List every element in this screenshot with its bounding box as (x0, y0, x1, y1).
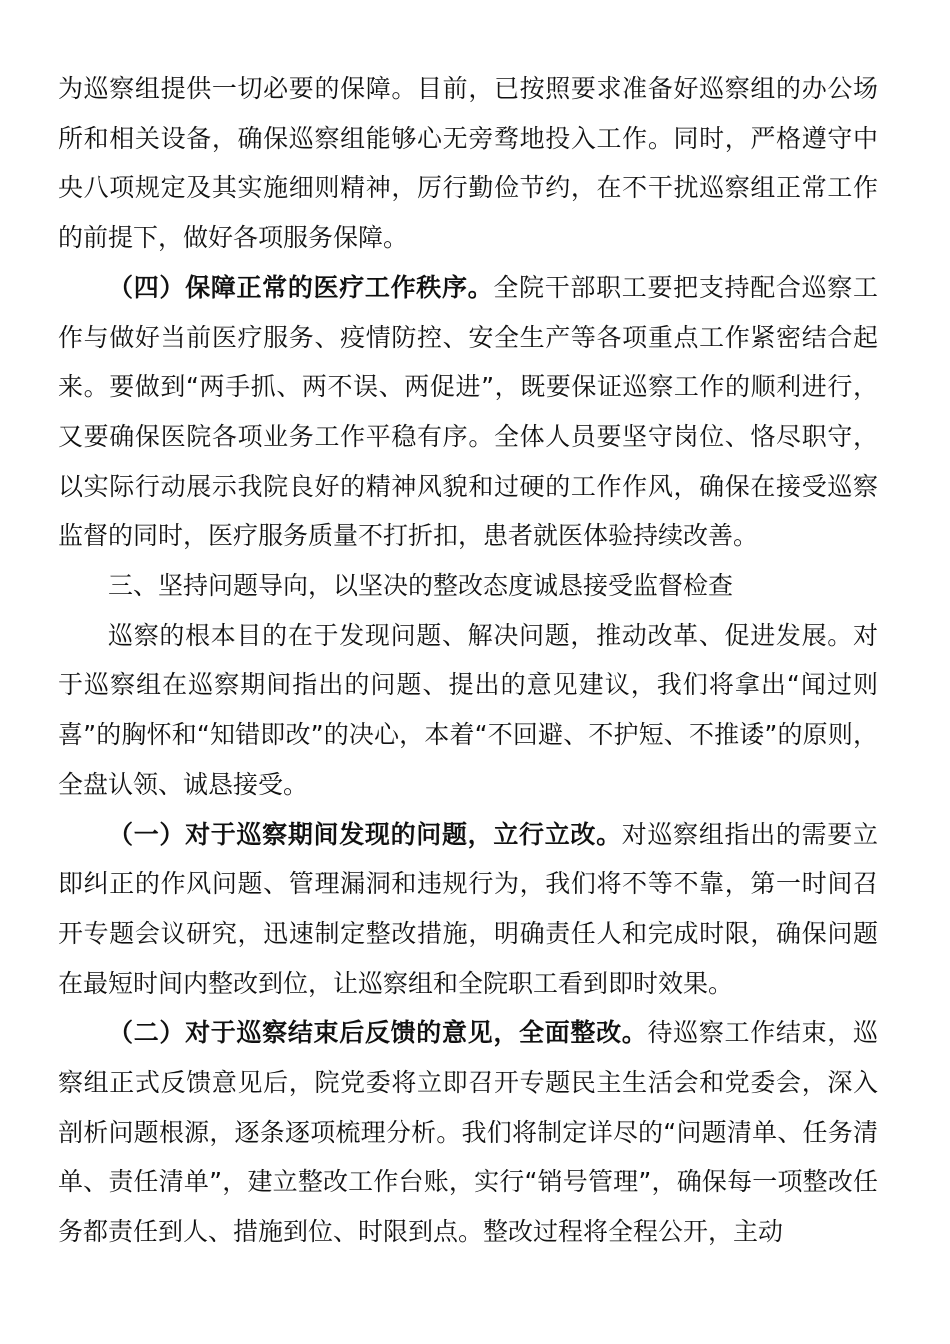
paragraph-continuation (58, 64, 878, 263)
paragraph-text: 为巡察组提供一切必要的保障。目前，已按照要求准备好巡察组的办公场所和相关设备，确保巡察组能够心无旁骛地投入工作。同时，严格遵守中央八项规定及其实施细则精神，厉行勤俭节约，在不干扰巡察组正常工作的前提下，做好各项服务保障。 (58, 74, 878, 253)
paragraph-heading: （一）对于巡察期间发现的问题，立行立改。 (108, 819, 622, 849)
section-heading-text: 三、坚持问题导向，以坚决的整改态度诚恳接受监督检查 (108, 571, 734, 601)
paragraph-item-1 (58, 810, 878, 1009)
paragraph-text: 对巡察组指出的需要立即纠正的作风问题、管理漏洞和违规行为，我们将不等不靠，第一时间召开专题会议研究，迅速制定整改措施，明确责任人和完成时限，确保问题在最短时间内整改到位，让巡察组和全院职工看到即时效果。 (58, 819, 878, 998)
paragraph-heading: （二）对于巡察结束后反馈的意见，全面整改。 (108, 1018, 648, 1048)
paragraph-item-2 (58, 1008, 878, 1257)
section-heading-3 (58, 561, 878, 611)
paragraph-text: 全院干部职工要把支持配合巡察工作与做好当前医疗服务、疫情防控、安全生产等各项重点工作紧密结合起来。要做到“两手抓、两不误、两促进”，既要保证巡察工作的顺利进行，又要确保医院各项业务工作平稳有序。全体人员要坚守岗位、恪尽职守，以实际行动展示我院良好的精神风貌和过硬的工作作风，确保在接受巡察监督的同时，医疗服务质量不打折扣，患者就医体验持续改善。 (58, 272, 878, 551)
paragraph-heading: （四）保障正常的医疗工作秩序。 (108, 272, 494, 302)
paragraph-intro (58, 611, 878, 810)
paragraph-text: 待巡察工作结束，巡察组正式反馈意见后，院党委将立即召开专题民主生活会和党委会，深入剖析问题根源，逐条逐项梳理分析。我们将制定详尽的“问题清单、任务清单、责任清单”，建立整改工作台账，实行“销号管理”，确保每一项整改任务都责任到人、措施到位、时限到点。整改过程将全程公开，主动 (58, 1018, 878, 1247)
paragraph-section-4 (58, 263, 878, 561)
document-page (58, 64, 878, 1257)
paragraph-text: 巡察的根本目的在于发现问题、解决问题，推动改革、促进发展。对于巡察组在巡察期间指出的问题、提出的意见建议，我们将拿出“闻过则喜”的胸怀和“知错即改”的决心，本着“不回避、不护短、不推诿”的原则，全盘认领、诚恳接受。 (58, 620, 878, 799)
